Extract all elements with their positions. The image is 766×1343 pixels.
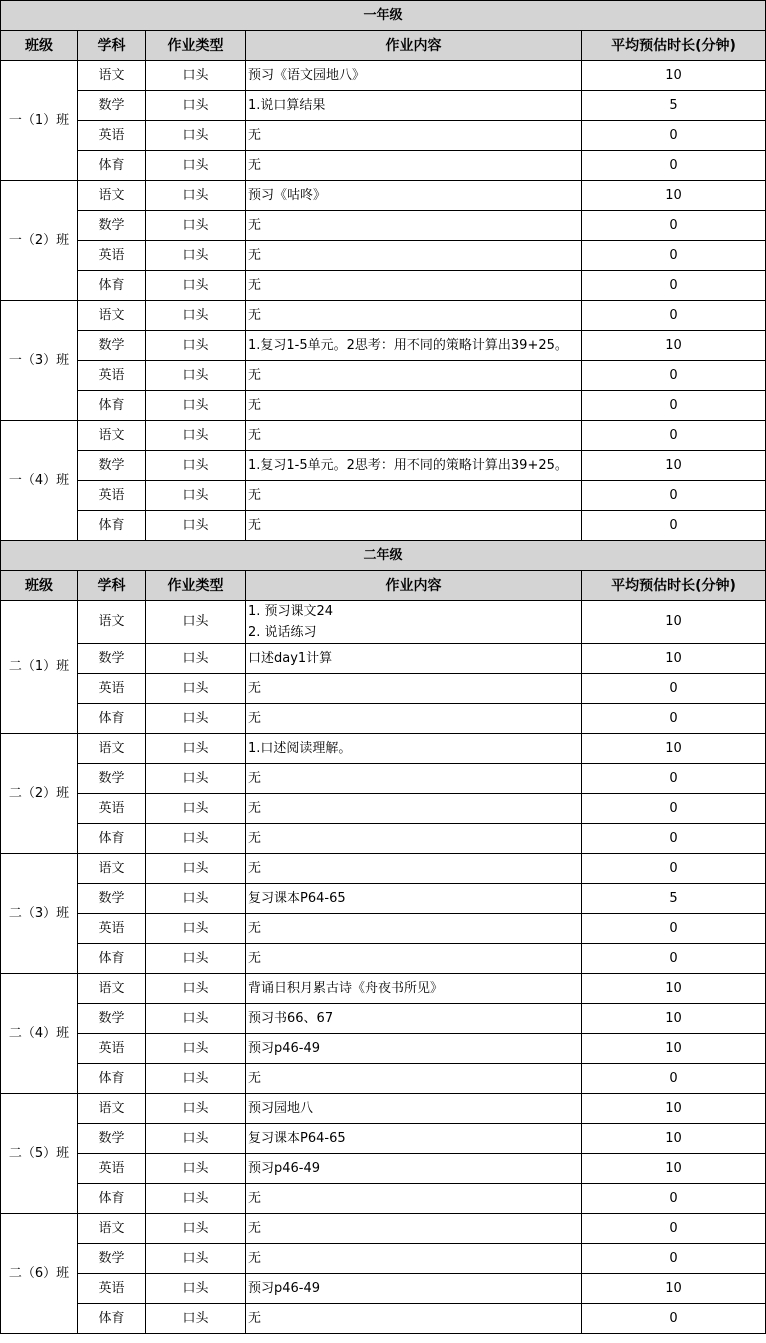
content-cell: [246, 884, 582, 914]
time-cell: 10: [582, 601, 766, 644]
time-cell: 0: [582, 764, 766, 794]
grade-title-row: [1, 541, 766, 571]
content-cell: [246, 361, 582, 391]
table-row: [1, 914, 766, 944]
content-cell: [246, 944, 582, 974]
content-line: 2. 说话练习: [248, 625, 317, 640]
content-line: 无: [248, 277, 262, 293]
content-cell: [246, 241, 582, 271]
table-row: [1, 1124, 766, 1154]
content-line: 预习书66、67: [248, 1010, 334, 1026]
content-cell: [246, 1124, 582, 1154]
table-row: [1, 61, 766, 91]
table-row: [1, 1214, 766, 1244]
subject-cell: 语文: [78, 1094, 146, 1124]
time-cell: 0: [582, 1214, 766, 1244]
subject-cell: 语文: [78, 854, 146, 884]
table-row: [1, 734, 766, 764]
content-cell: [246, 974, 582, 1004]
subject-cell: 语文: [78, 301, 146, 331]
table-row: [1, 824, 766, 854]
subject-cell: 体育: [78, 944, 146, 974]
table-row: [1, 854, 766, 884]
table-row: [1, 211, 766, 241]
content-cell: [246, 1244, 582, 1274]
type-cell: 口头: [146, 884, 246, 914]
subject-cell: 体育: [78, 391, 146, 421]
content-cell: [246, 481, 582, 511]
content-line: 无: [248, 1220, 262, 1236]
type-cell: 口头: [146, 391, 246, 421]
content-cell: [246, 1004, 582, 1034]
content-line: 无: [248, 1190, 262, 1206]
content-cell: [246, 301, 582, 331]
time-cell: 10: [582, 1154, 766, 1184]
subject-cell: 体育: [78, 1064, 146, 1094]
content-cell: [246, 1214, 582, 1244]
table-row: [1, 391, 766, 421]
table-row: [1, 271, 766, 301]
time-cell: 0: [582, 361, 766, 391]
type-cell: 口头: [146, 974, 246, 1004]
type-cell: 口头: [146, 1304, 246, 1334]
content-line: 无: [248, 920, 262, 936]
content-cell: [246, 674, 582, 704]
content-line: 1.说口算结果: [248, 97, 326, 113]
content-line: 背诵日积月累古诗《舟夜书所见》: [248, 980, 444, 996]
content-line: 预习p46-49: [248, 1160, 321, 1176]
grade-title: 二年级: [1, 541, 766, 571]
subject-cell: 语文: [78, 1214, 146, 1244]
table-row: [1, 764, 766, 794]
time-cell: 0: [582, 1244, 766, 1274]
subject-cell: 数学: [78, 644, 146, 674]
class-name: 二（2）班: [1, 734, 78, 854]
content-line: 1.复习1-5单元。2思考：用不同的策略计算出39+25。: [248, 457, 568, 473]
content-cell: [246, 271, 582, 301]
subject-cell: 英语: [78, 1034, 146, 1064]
content-line: 预习园地八: [248, 1100, 314, 1116]
time-cell: 10: [582, 644, 766, 674]
table-row: [1, 181, 766, 211]
table-row: [1, 511, 766, 541]
subject-cell: 体育: [78, 1184, 146, 1214]
subject-cell: 体育: [78, 151, 146, 181]
class-name: 二（3）班: [1, 854, 78, 974]
subject-cell: 数学: [78, 884, 146, 914]
subject-cell: 英语: [78, 481, 146, 511]
content-line: 无: [248, 127, 262, 143]
table-row: [1, 601, 766, 644]
table-row: [1, 704, 766, 734]
header-time: 平均预估时长(分钟): [582, 31, 766, 61]
time-cell: 0: [582, 794, 766, 824]
time-cell: 0: [582, 674, 766, 704]
time-cell: 0: [582, 824, 766, 854]
time-cell: 0: [582, 151, 766, 181]
content-line: 预习《咕咚》: [248, 187, 327, 203]
header-time: 平均预估时长(分钟): [582, 571, 766, 601]
subject-cell: 英语: [78, 794, 146, 824]
type-cell: 口头: [146, 1244, 246, 1274]
type-cell: 口头: [146, 1004, 246, 1034]
content-cell: [246, 854, 582, 884]
content-cell: [246, 1154, 582, 1184]
table-row: [1, 1304, 766, 1334]
content-cell: [246, 451, 582, 481]
type-cell: 口头: [146, 1214, 246, 1244]
table-row: [1, 644, 766, 674]
table-row: [1, 974, 766, 1004]
content-line: 无: [248, 427, 262, 443]
table-row: [1, 944, 766, 974]
content-line: 无: [248, 307, 262, 323]
content-cell: [246, 511, 582, 541]
table-row: [1, 241, 766, 271]
header-content: 作业内容: [246, 31, 582, 61]
table-row: [1, 301, 766, 331]
table-row: [1, 481, 766, 511]
type-cell: 口头: [146, 331, 246, 361]
header-row: [1, 571, 766, 601]
subject-cell: 语文: [78, 734, 146, 764]
type-cell: 口头: [146, 241, 246, 271]
time-cell: 10: [582, 1004, 766, 1034]
subject-cell: 语文: [78, 181, 146, 211]
type-cell: 口头: [146, 181, 246, 211]
subject-cell: 体育: [78, 704, 146, 734]
type-cell: 口头: [146, 944, 246, 974]
table-row: [1, 1064, 766, 1094]
content-line: 无: [248, 217, 262, 233]
subject-cell: 体育: [78, 511, 146, 541]
content-line: 无: [248, 397, 262, 413]
content-cell: [246, 794, 582, 824]
content-cell: [246, 91, 582, 121]
header-class: 班级: [1, 571, 78, 601]
subject-cell: 数学: [78, 91, 146, 121]
subject-cell: 语文: [78, 601, 146, 644]
time-cell: 0: [582, 121, 766, 151]
subject-cell: 英语: [78, 674, 146, 704]
class-name: 二（4）班: [1, 974, 78, 1094]
table-row: [1, 451, 766, 481]
class-name: 一（1）班: [1, 61, 78, 181]
type-cell: 口头: [146, 601, 246, 644]
table-row: [1, 331, 766, 361]
content-line: 口述day1计算: [248, 650, 333, 666]
type-cell: 口头: [146, 764, 246, 794]
header-row: [1, 31, 766, 61]
time-cell: 0: [582, 241, 766, 271]
subject-cell: 体育: [78, 824, 146, 854]
class-name: 一（4）班: [1, 421, 78, 541]
content-line: 复习课本P64-65: [248, 890, 346, 906]
time-cell: 0: [582, 704, 766, 734]
subject-cell: 数学: [78, 451, 146, 481]
table-row: [1, 1154, 766, 1184]
type-cell: 口头: [146, 481, 246, 511]
subject-cell: 英语: [78, 914, 146, 944]
table-row: [1, 361, 766, 391]
content-line: 无: [248, 950, 262, 966]
subject-cell: 数学: [78, 1244, 146, 1274]
content-line: 1.复习1-5单元。2思考：用不同的策略计算出39+25。: [248, 337, 568, 353]
time-cell: 0: [582, 271, 766, 301]
content-line: 无: [248, 157, 262, 173]
subject-cell: 英语: [78, 121, 146, 151]
type-cell: 口头: [146, 1184, 246, 1214]
type-cell: 口头: [146, 914, 246, 944]
subject-cell: 语文: [78, 974, 146, 1004]
subject-cell: 体育: [78, 271, 146, 301]
content-line: 1.口述阅读理解。: [248, 740, 352, 756]
type-cell: 口头: [146, 91, 246, 121]
content-cell: [246, 1304, 582, 1334]
grade-title: 一年级: [1, 1, 766, 31]
type-cell: 口头: [146, 794, 246, 824]
type-cell: 口头: [146, 151, 246, 181]
class-name: 二（6）班: [1, 1214, 78, 1334]
content-cell: [246, 421, 582, 451]
subject-cell: 英语: [78, 1154, 146, 1184]
type-cell: 口头: [146, 1064, 246, 1094]
table-row: [1, 91, 766, 121]
time-cell: 0: [582, 1304, 766, 1334]
header-type: 作业类型: [146, 571, 246, 601]
time-cell: 10: [582, 974, 766, 1004]
class-name: 二（1）班: [1, 601, 78, 734]
type-cell: 口头: [146, 121, 246, 151]
content-cell: [246, 1274, 582, 1304]
time-cell: 0: [582, 914, 766, 944]
type-cell: 口头: [146, 1034, 246, 1064]
content-line: 无: [248, 517, 262, 533]
content-line: 无: [248, 1070, 262, 1086]
time-cell: 0: [582, 301, 766, 331]
table-row: [1, 674, 766, 704]
type-cell: 口头: [146, 1094, 246, 1124]
type-cell: 口头: [146, 674, 246, 704]
content-cell: [246, 121, 582, 151]
content-cell: [246, 181, 582, 211]
time-cell: 10: [582, 451, 766, 481]
type-cell: 口头: [146, 824, 246, 854]
content-cell: [246, 391, 582, 421]
time-cell: 0: [582, 944, 766, 974]
time-cell: 0: [582, 211, 766, 241]
time-cell: 10: [582, 734, 766, 764]
type-cell: 口头: [146, 854, 246, 884]
type-cell: 口头: [146, 61, 246, 91]
table-row: [1, 884, 766, 914]
subject-cell: 英语: [78, 1274, 146, 1304]
class-name: 二（5）班: [1, 1094, 78, 1214]
content-cell: [246, 601, 582, 644]
subject-cell: 体育: [78, 1304, 146, 1334]
time-cell: 0: [582, 1184, 766, 1214]
content-cell: [246, 1184, 582, 1214]
subject-cell: 数学: [78, 1004, 146, 1034]
class-name: 一（2）班: [1, 181, 78, 301]
time-cell: 0: [582, 511, 766, 541]
subject-cell: 数学: [78, 331, 146, 361]
content-line: 无: [248, 680, 262, 696]
content-line: 无: [248, 367, 262, 383]
content-cell: [246, 61, 582, 91]
content-line: 预习《语文园地八》: [248, 67, 366, 83]
content-cell: [246, 1094, 582, 1124]
time-cell: 10: [582, 331, 766, 361]
content-cell: [246, 764, 582, 794]
subject-cell: 英语: [78, 241, 146, 271]
content-line: 无: [248, 710, 262, 726]
table-row: [1, 1094, 766, 1124]
type-cell: 口头: [146, 704, 246, 734]
content-cell: [246, 1064, 582, 1094]
time-cell: 10: [582, 61, 766, 91]
header-type: 作业类型: [146, 31, 246, 61]
time-cell: 10: [582, 1274, 766, 1304]
content-line: 1. 预习课文24: [248, 604, 334, 619]
type-cell: 口头: [146, 421, 246, 451]
content-cell: [246, 331, 582, 361]
type-cell: 口头: [146, 1124, 246, 1154]
subject-cell: 语文: [78, 421, 146, 451]
content-line: 无: [248, 247, 262, 263]
time-cell: 0: [582, 391, 766, 421]
content-cell: [246, 734, 582, 764]
type-cell: 口头: [146, 361, 246, 391]
time-cell: 5: [582, 91, 766, 121]
type-cell: 口头: [146, 1154, 246, 1184]
time-cell: 0: [582, 1064, 766, 1094]
content-line: 无: [248, 1310, 262, 1326]
table-row: [1, 1004, 766, 1034]
time-cell: 5: [582, 884, 766, 914]
content-cell: [246, 704, 582, 734]
content-line: 预习p46-49: [248, 1040, 321, 1056]
content-cell: [246, 211, 582, 241]
content-line: 无: [248, 487, 262, 503]
time-cell: 10: [582, 1124, 766, 1154]
type-cell: 口头: [146, 734, 246, 764]
type-cell: 口头: [146, 211, 246, 241]
type-cell: 口头: [146, 451, 246, 481]
subject-cell: 数学: [78, 764, 146, 794]
table-row: [1, 1274, 766, 1304]
content-line: 无: [248, 830, 262, 846]
header-subject: 学科: [78, 31, 146, 61]
content-line: 复习课本P64-65: [248, 1130, 346, 1146]
content-cell: [246, 1034, 582, 1064]
content-line: 无: [248, 800, 262, 816]
subject-cell: 数学: [78, 211, 146, 241]
content-cell: [246, 151, 582, 181]
type-cell: 口头: [146, 1274, 246, 1304]
table-row: [1, 1034, 766, 1064]
table-row: [1, 151, 766, 181]
table-row: [1, 794, 766, 824]
time-cell: 10: [582, 1034, 766, 1064]
time-cell: 0: [582, 854, 766, 884]
grade-title-row: [1, 1, 766, 31]
subject-cell: 语文: [78, 61, 146, 91]
type-cell: 口头: [146, 644, 246, 674]
type-cell: 口头: [146, 301, 246, 331]
content-line: 无: [248, 770, 262, 786]
header-content: 作业内容: [246, 571, 582, 601]
content-line: 无: [248, 1250, 262, 1266]
subject-cell: 数学: [78, 1124, 146, 1154]
type-cell: 口头: [146, 271, 246, 301]
table-row: [1, 1184, 766, 1214]
content-line: 无: [248, 860, 262, 876]
time-cell: 10: [582, 181, 766, 211]
type-cell: 口头: [146, 511, 246, 541]
table-body: [1, 1, 766, 1334]
content-cell: [246, 914, 582, 944]
header-class: 班级: [1, 31, 78, 61]
time-cell: 0: [582, 421, 766, 451]
time-cell: 10: [582, 1094, 766, 1124]
time-cell: 0: [582, 481, 766, 511]
content-line: 预习p46-49: [248, 1280, 321, 1296]
content-cell: [246, 824, 582, 854]
table-row: [1, 121, 766, 151]
subject-cell: 英语: [78, 361, 146, 391]
header-subject: 学科: [78, 571, 146, 601]
class-name: 一（3）班: [1, 301, 78, 421]
table-row: [1, 421, 766, 451]
table-row: [1, 1244, 766, 1274]
content-cell: [246, 644, 582, 674]
